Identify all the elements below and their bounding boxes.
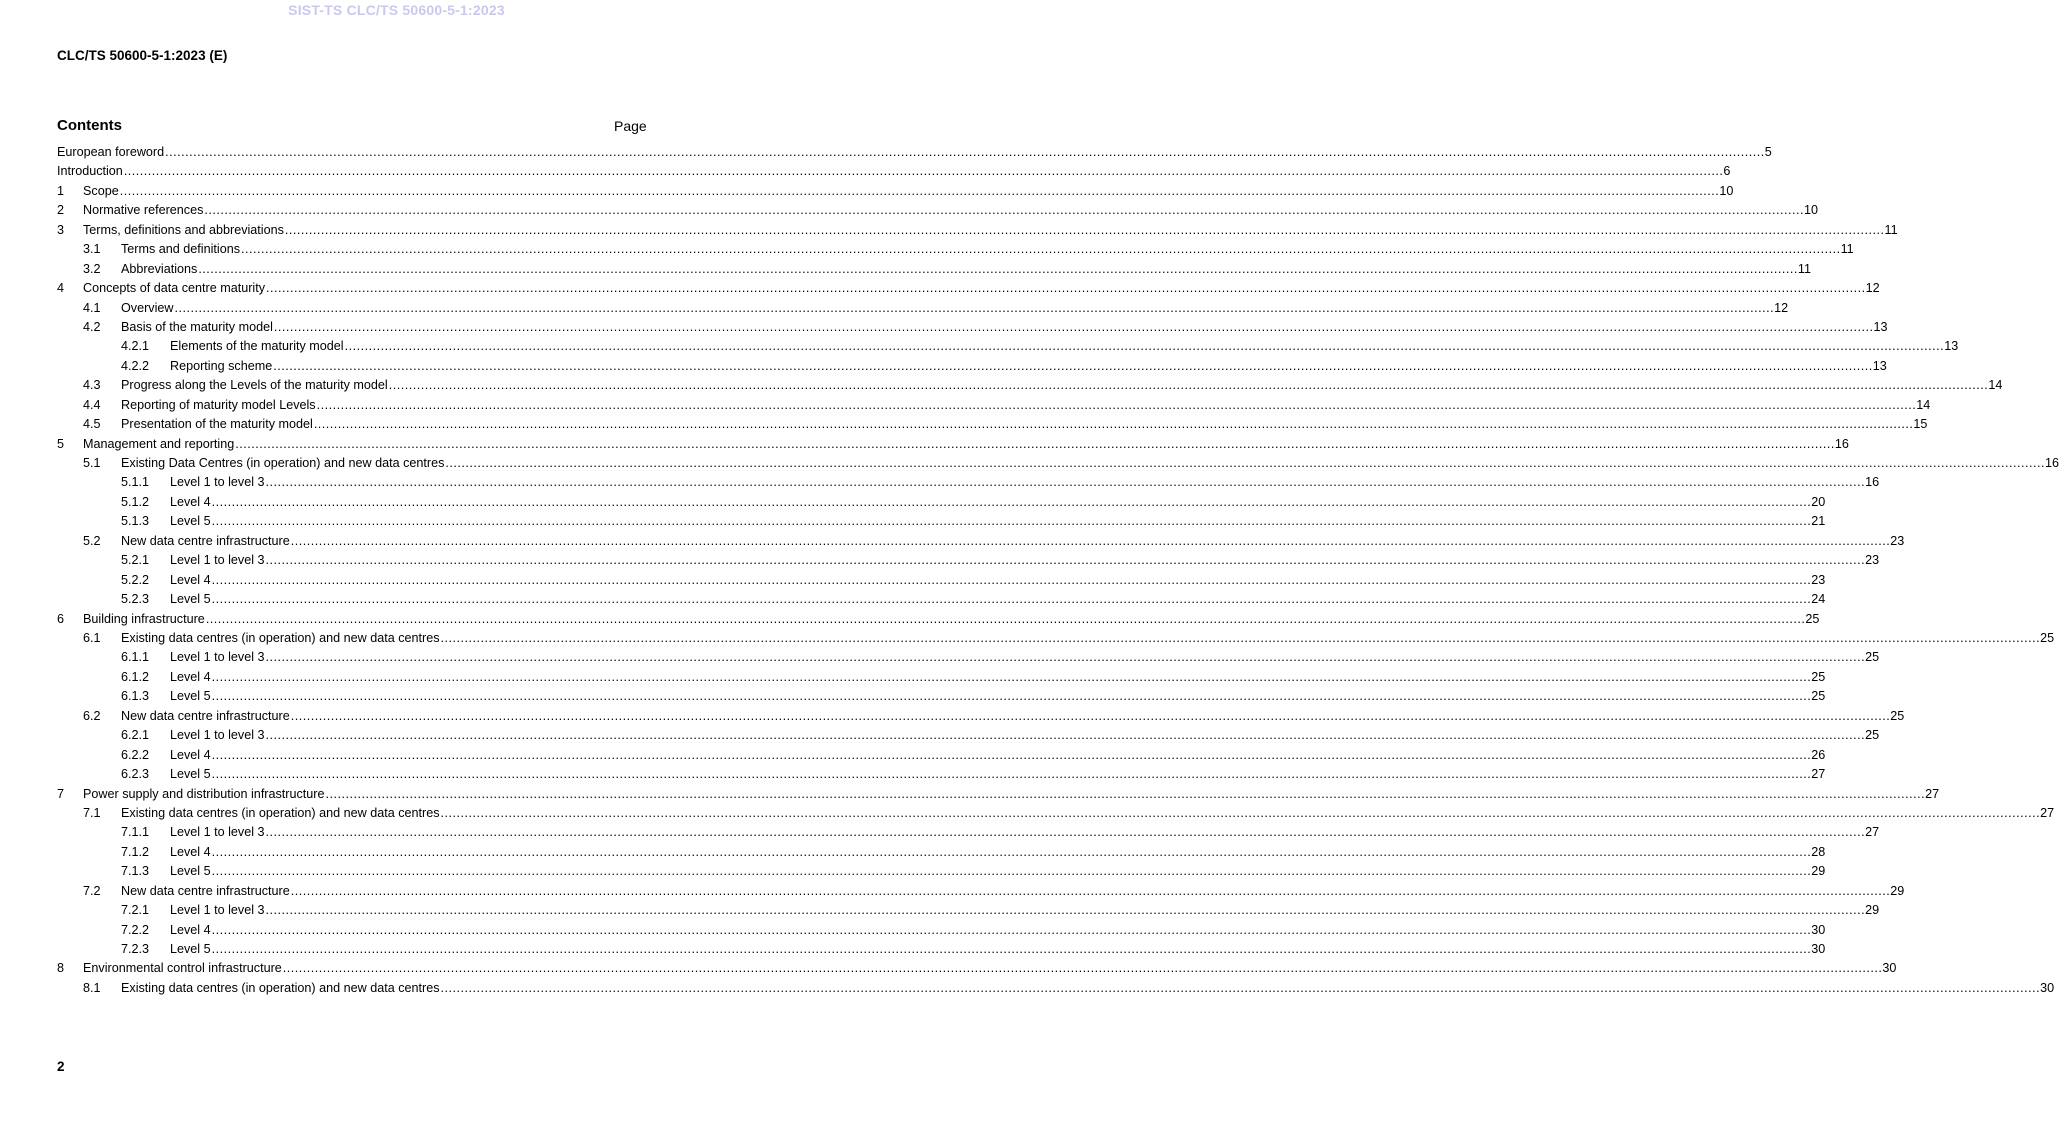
toc-entry-title: Scope xyxy=(83,183,119,198)
toc-entry-number: 6.1.2 xyxy=(121,669,150,684)
toc-entry-page: 20 xyxy=(1811,494,1826,509)
toc-entry-title: Level 4 xyxy=(170,494,211,509)
toc-entry-number: 7.1 xyxy=(83,805,101,820)
toc-entry-number: 6.1.3 xyxy=(121,689,150,704)
toc-entry-title: Basis of the maturity model xyxy=(121,319,273,334)
toc-entry-number: 6.2.2 xyxy=(121,747,150,762)
toc-entry-title: Terms and definitions xyxy=(121,242,241,257)
toc-entry-title: Level 4 xyxy=(170,747,211,762)
dot-leader: ................................................................................................................................................................................................................................................................................................................................................................................................................ xyxy=(211,494,1812,509)
toc-entry-page: 12 xyxy=(1865,281,1880,296)
toc-entry-number: 4.1 xyxy=(83,300,101,315)
toc-entry-page: 25 xyxy=(1811,669,1826,684)
toc-entry[interactable] xyxy=(83,397,1931,417)
toc-entry-title: Level 5 xyxy=(170,514,211,529)
toc-entry[interactable] xyxy=(121,767,1826,786)
toc-entry-number: 6.1.1 xyxy=(121,650,150,665)
dot-leader: ................................................................................................................................................................................................................................................................................................................................................................................................................ xyxy=(211,767,1812,782)
toc-entry[interactable] xyxy=(83,631,2055,650)
dot-leader: ................................................................................................................................................................................................................................................................................................................................................................................................................ xyxy=(235,436,1835,451)
toc-entry[interactable] xyxy=(57,611,1820,631)
toc-entry[interactable] xyxy=(121,922,1826,942)
toc-entry[interactable] xyxy=(121,825,1880,844)
toc-entry-page: 30 xyxy=(1811,922,1826,937)
toc-entry-number: 5.1.1 xyxy=(121,475,150,490)
toc-entry[interactable] xyxy=(83,261,1811,281)
toc-entry[interactable] xyxy=(83,533,1905,553)
toc-entry-title: Reporting scheme xyxy=(170,358,273,373)
toc-entry-page: 25 xyxy=(1865,728,1880,743)
toc-entry-page: 16 xyxy=(2045,456,2059,471)
dot-leader: ................................................................................................................................................................................................................................................................................................................................................................................................................ xyxy=(211,922,1812,937)
toc-entry-number: 2 xyxy=(57,203,65,218)
dot-leader: ................................................................................................................................................................................................................................................................................................................................................................................................................ xyxy=(440,805,2041,820)
toc-entry-page: 16 xyxy=(1865,475,1880,490)
dot-leader: ................................................................................................................................................................................................................................................................................................................................................................................................................ xyxy=(241,242,1841,257)
toc-entry[interactable] xyxy=(57,786,1940,806)
toc-entry-number: 6.2.1 xyxy=(121,728,150,743)
toc-entry-title: Abbreviations xyxy=(121,261,198,276)
dot-leader: ................................................................................................................................................................................................................................................................................................................................................................................................................ xyxy=(174,300,1775,315)
dot-leader: ................................................................................................................................................................................................................................................................................................................................................................................................................ xyxy=(211,747,1812,762)
toc-entry[interactable] xyxy=(121,572,1826,592)
toc-entry[interactable] xyxy=(57,961,1897,980)
toc-entry-number: 5 xyxy=(57,436,65,451)
dot-leader: ................................................................................................................................................................................................................................................................................................................................................................................................................ xyxy=(119,183,1720,198)
document-id: CLC/TS 50600-5-1:2023 (E) xyxy=(57,48,228,63)
toc-entry-number: 6.2 xyxy=(83,708,101,723)
toc-entry-number: 4.2.1 xyxy=(121,339,150,354)
toc-entry-title: Building infrastructure xyxy=(83,611,205,626)
toc-entry[interactable] xyxy=(121,494,1826,514)
dot-leader: ................................................................................................................................................................................................................................................................................................................................................................................................................ xyxy=(445,456,2046,471)
dot-leader: ................................................................................................................................................................................................................................................................................................................................................................................................................ xyxy=(265,728,1866,743)
toc-entry-number: 5.1.3 xyxy=(121,514,150,529)
dot-leader: ................................................................................................................................................................................................................................................................................................................................................................................................................ xyxy=(211,572,1812,587)
toc-entry-page: 5 xyxy=(1764,145,1772,159)
toc-entry-page: 23 xyxy=(1811,572,1826,587)
dot-leader: ................................................................................................................................................................................................................................................................................................................................................................................................................ xyxy=(282,961,1883,976)
toc-entry-title: Level 4 xyxy=(170,844,211,859)
dot-leader: ................................................................................................................................................................................................................................................................................................................................................................................................................ xyxy=(290,883,1891,898)
toc-entry-title: Reporting of maturity model Levels xyxy=(121,397,316,412)
toc-entry-page: 25 xyxy=(1865,650,1880,665)
toc-entry-title: Normative references xyxy=(83,203,204,218)
toc-entry-title: Existing data centres (in operation) and new data centres xyxy=(121,805,440,820)
toc-entry-title: New data centre infrastructure xyxy=(121,533,290,548)
toc-entry-page: 23 xyxy=(1865,553,1880,568)
page-column-heading: Page xyxy=(614,118,647,134)
toc-entry-title: Level 1 to level 3 xyxy=(170,903,265,918)
dot-leader: ................................................................................................................................................................................................................................................................................................................................................................................................................ xyxy=(325,786,1926,801)
toc-entry-page: 29 xyxy=(1865,903,1880,918)
toc-entry-title: Overview xyxy=(121,300,174,315)
toc-entry-page: 25 xyxy=(2040,631,2055,645)
toc-entry-title: Power supply and distribution infrastructure xyxy=(83,786,325,801)
toc-entry[interactable] xyxy=(83,456,2059,475)
toc-entry-title: Elements of the maturity model xyxy=(170,339,344,354)
toc-entry-title: Environmental control infrastructure xyxy=(83,961,282,976)
toc-entry-page: 27 xyxy=(1811,767,1826,782)
dot-leader: ................................................................................................................................................................................................................................................................................................................................................................................................................ xyxy=(211,669,1812,684)
toc-entry[interactable] xyxy=(121,339,1959,358)
dot-leader: ................................................................................................................................................................................................................................................................................................................................................................................................................ xyxy=(165,145,1765,159)
toc-entry[interactable] xyxy=(121,864,1826,883)
toc-entry[interactable] xyxy=(83,242,1854,261)
toc-entry-number: 7.1.2 xyxy=(121,844,150,859)
dot-leader: ................................................................................................................................................................................................................................................................................................................................................................................................................ xyxy=(265,825,1866,840)
toc-entry[interactable] xyxy=(83,980,2055,1000)
dot-leader: ................................................................................................................................................................................................................................................................................................................................................................................................................ xyxy=(344,339,1945,354)
toc-entry-page: 16 xyxy=(1834,436,1849,451)
toc-entry-page: 25 xyxy=(1811,689,1826,704)
toc-entry-title: Level 1 to level 3 xyxy=(170,553,265,568)
toc-entry-number: 8 xyxy=(57,961,65,976)
toc-entry-page: 6 xyxy=(1723,164,1731,179)
toc-entry-title: Terms, definitions and abbreviations xyxy=(83,222,284,237)
toc-entry[interactable] xyxy=(121,728,1880,747)
toc-entry[interactable] xyxy=(121,553,1880,572)
dot-leader: ................................................................................................................................................................................................................................................................................................................................................................................................................ xyxy=(211,844,1812,859)
toc-entry-number: 3 xyxy=(57,222,65,237)
toc-entry-title: Introduction xyxy=(57,164,123,179)
toc-entry-page: 15 xyxy=(1913,417,1928,432)
toc-entry-number: 7 xyxy=(57,786,65,801)
toc-entry-number: 7.2.2 xyxy=(121,922,150,937)
toc-entry-number: 4.2.2 xyxy=(121,358,150,373)
toc-entry-page: 21 xyxy=(1811,514,1826,529)
toc-entry-title: Level 5 xyxy=(170,864,211,879)
toc-entry-number: 4.3 xyxy=(83,378,101,393)
toc-entry[interactable] xyxy=(57,222,1898,242)
toc-entry-number: 7.2 xyxy=(83,883,101,898)
toc-entry-page: 13 xyxy=(1944,339,1959,354)
dot-leader: ................................................................................................................................................................................................................................................................................................................................................................................................................ xyxy=(123,164,1724,179)
toc-entry-number: 5.2.2 xyxy=(121,572,150,587)
toc-entry-page: 10 xyxy=(1719,183,1734,198)
toc-entry-page: 28 xyxy=(1811,844,1826,859)
toc-entry-page: 10 xyxy=(1803,203,1818,218)
toc-entry-title: European foreword xyxy=(57,145,165,159)
toc-entry-number: 5.2 xyxy=(83,533,101,548)
dot-leader: ................................................................................................................................................................................................................................................................................................................................................................................................................ xyxy=(265,553,1866,568)
toc-entry-page: 11 xyxy=(1797,261,1811,276)
dot-leader: ................................................................................................................................................................................................................................................................................................................................................................................................................ xyxy=(198,261,1798,276)
dot-leader: ................................................................................................................................................................................................................................................................................................................................................................................................................ xyxy=(316,397,1917,412)
toc-entry-page: 25 xyxy=(1805,611,1820,626)
toc-entry-number: 1 xyxy=(57,183,65,198)
toc-entry-number: 7.2.1 xyxy=(121,903,150,918)
toc-entry-title: Level 5 xyxy=(170,592,211,607)
toc-entry[interactable] xyxy=(57,436,1849,456)
dot-leader: ................................................................................................................................................................................................................................................................................................................................................................................................................ xyxy=(211,514,1812,529)
toc-entry[interactable] xyxy=(121,844,1826,864)
toc-entry-page: 24 xyxy=(1811,592,1826,607)
toc-entry[interactable] xyxy=(121,903,1880,922)
toc-entry[interactable] xyxy=(57,145,1772,164)
toc-entry-number: 4 xyxy=(57,281,65,296)
toc-entry-number: 7.1.3 xyxy=(121,864,150,879)
toc-entry[interactable] xyxy=(83,883,1905,903)
toc-entry-number: 6.1 xyxy=(83,631,101,645)
toc-entry-page: 29 xyxy=(1811,864,1826,879)
toc-entry-title: Level 4 xyxy=(170,572,211,587)
toc-entry[interactable] xyxy=(57,281,1880,300)
toc-entry[interactable] xyxy=(83,708,1905,728)
toc-entry-title: Level 1 to level 3 xyxy=(170,650,265,665)
toc-entry-number: 7.2.3 xyxy=(121,942,150,957)
dot-leader: ................................................................................................................................................................................................................................................................................................................................................................................................................ xyxy=(211,592,1812,607)
watermark: SIST-TS CLC/TS 50600-5-1:2023 xyxy=(288,2,505,18)
toc-entry-page: 27 xyxy=(2040,805,2055,820)
toc-entry-number: 3.1 xyxy=(83,242,101,257)
toc-entry-number: 5.2.1 xyxy=(121,553,150,568)
toc-entry-title: Level 1 to level 3 xyxy=(170,475,265,490)
toc-entry[interactable] xyxy=(83,805,2055,825)
toc-entry-number: 6.2.3 xyxy=(121,767,150,782)
toc-entry-title: Existing data centres (in operation) and new data centres xyxy=(121,631,440,645)
toc-entry-page: 13 xyxy=(1873,319,1888,334)
toc-entry-page: 14 xyxy=(1916,397,1931,412)
toc-entry-title: Level 4 xyxy=(170,669,211,684)
toc-entry-page: 30 xyxy=(1882,961,1897,976)
toc-entry-number: 5.1 xyxy=(83,456,101,471)
dot-leader: ................................................................................................................................................................................................................................................................................................................................................................................................................ xyxy=(290,533,1891,548)
toc-entry-title: New data centre infrastructure xyxy=(121,883,290,898)
toc-entry-page: 12 xyxy=(1774,300,1789,315)
toc-entry-page: 30 xyxy=(1811,942,1826,957)
dot-leader: ................................................................................................................................................................................................................................................................................................................................................................................................................ xyxy=(211,942,1812,957)
toc-entry-page: 23 xyxy=(1890,533,1905,548)
dot-leader: ................................................................................................................................................................................................................................................................................................................................................................................................................ xyxy=(211,689,1812,704)
toc-entry-page: 27 xyxy=(1865,825,1880,840)
dot-leader: ................................................................................................................................................................................................................................................................................................................................................................................................................ xyxy=(388,378,1989,393)
toc-entry-title: Existing data centres (in operation) and new data centres xyxy=(121,980,440,995)
dot-leader: ................................................................................................................................................................................................................................................................................................................................................................................................................ xyxy=(265,650,1866,665)
toc-entry-title: Level 1 to level 3 xyxy=(170,825,265,840)
toc-entry[interactable] xyxy=(57,203,1818,222)
toc-entry-number: 4.4 xyxy=(83,397,101,412)
toc-entry-page: 11 xyxy=(1884,222,1898,237)
toc-entry-title: Progress along the Levels of the maturity model xyxy=(121,378,388,393)
toc-entry-title: Management and reporting xyxy=(83,436,235,451)
toc-entry[interactable] xyxy=(121,358,1887,378)
toc-entry[interactable] xyxy=(121,747,1826,767)
contents-title: Contents xyxy=(57,117,122,134)
dot-leader: ................................................................................................................................................................................................................................................................................................................................................................................................................ xyxy=(265,903,1866,918)
toc-entry-page: 13 xyxy=(1872,358,1887,373)
dot-leader: ................................................................................................................................................................................................................................................................................................................................................................................................................ xyxy=(273,319,1874,334)
page-number: 2 xyxy=(57,1059,65,1074)
dot-leader: ................................................................................................................................................................................................................................................................................................................................................................................................................ xyxy=(440,631,2041,645)
toc-entry[interactable] xyxy=(121,592,1826,611)
toc-entry-number: 6 xyxy=(57,611,65,626)
toc-entry-page: 11 xyxy=(1840,242,1854,257)
dot-leader: ................................................................................................................................................................................................................................................................................................................................................................................................................ xyxy=(211,864,1812,879)
toc-entry[interactable] xyxy=(121,650,1880,669)
toc-entry-number: 4.5 xyxy=(83,417,101,432)
toc-entry-number: 3.2 xyxy=(83,261,101,276)
toc-entry-title: Level 4 xyxy=(170,922,211,937)
toc-entry-page: 29 xyxy=(1890,883,1905,898)
toc-entry-title: Presentation of the maturity model xyxy=(121,417,313,432)
toc-entry[interactable] xyxy=(121,689,1826,708)
toc-entry-title: Concepts of data centre maturity xyxy=(83,281,266,296)
toc-entry-title: Level 5 xyxy=(170,942,211,957)
dot-leader: ................................................................................................................................................................................................................................................................................................................................................................................................................ xyxy=(313,417,1914,432)
toc-entry-number: 4.2 xyxy=(83,319,101,334)
toc-entry-title: Level 1 to level 3 xyxy=(170,728,265,743)
toc-entry[interactable] xyxy=(121,669,1826,689)
dot-leader: ................................................................................................................................................................................................................................................................................................................................................................................................................ xyxy=(266,281,1866,296)
toc-entry-title: Existing Data Centres (in operation) and new data centres xyxy=(121,456,445,471)
toc-entry-number: 5.2.3 xyxy=(121,592,150,607)
dot-leader: ................................................................................................................................................................................................................................................................................................................................................................................................................ xyxy=(265,475,1866,490)
toc-entry-number: 7.1.1 xyxy=(121,825,150,840)
dot-leader: ................................................................................................................................................................................................................................................................................................................................................................................................................ xyxy=(284,222,1885,237)
toc-entry-title: New data centre infrastructure xyxy=(121,708,290,723)
toc-entry[interactable] xyxy=(121,475,1880,494)
dot-leader: ................................................................................................................................................................................................................................................................................................................................................................................................................ xyxy=(273,358,1873,373)
toc-entry[interactable] xyxy=(121,942,1826,961)
toc-entry-title: Level 5 xyxy=(170,689,211,704)
toc-entry[interactable] xyxy=(121,514,1826,533)
toc-entry-title: Level 5 xyxy=(170,767,211,782)
toc-entry[interactable] xyxy=(57,183,1734,203)
dot-leader: ................................................................................................................................................................................................................................................................................................................................................................................................................ xyxy=(205,611,1806,626)
dot-leader: ................................................................................................................................................................................................................................................................................................................................................................................................................ xyxy=(290,708,1891,723)
toc-entry-page: 27 xyxy=(1925,786,1940,801)
toc-entry-page: 30 xyxy=(2040,980,2055,995)
toc-entry-page: 14 xyxy=(1988,378,2003,393)
toc-entry[interactable] xyxy=(83,378,2003,397)
toc-entry[interactable] xyxy=(83,319,1888,339)
toc-entry[interactable] xyxy=(83,300,1789,320)
toc-entry-number: 8.1 xyxy=(83,980,101,995)
toc-entry-page: 26 xyxy=(1811,747,1826,762)
dot-leader: ................................................................................................................................................................................................................................................................................................................................................................................................................ xyxy=(440,980,2041,995)
toc-entry-page: 25 xyxy=(1890,708,1905,723)
toc-entry-number: 5.1.2 xyxy=(121,494,150,509)
toc-entry[interactable] xyxy=(57,164,1731,183)
dot-leader: ................................................................................................................................................................................................................................................................................................................................................................................................................ xyxy=(204,203,1804,218)
toc-entry[interactable] xyxy=(83,417,1928,436)
